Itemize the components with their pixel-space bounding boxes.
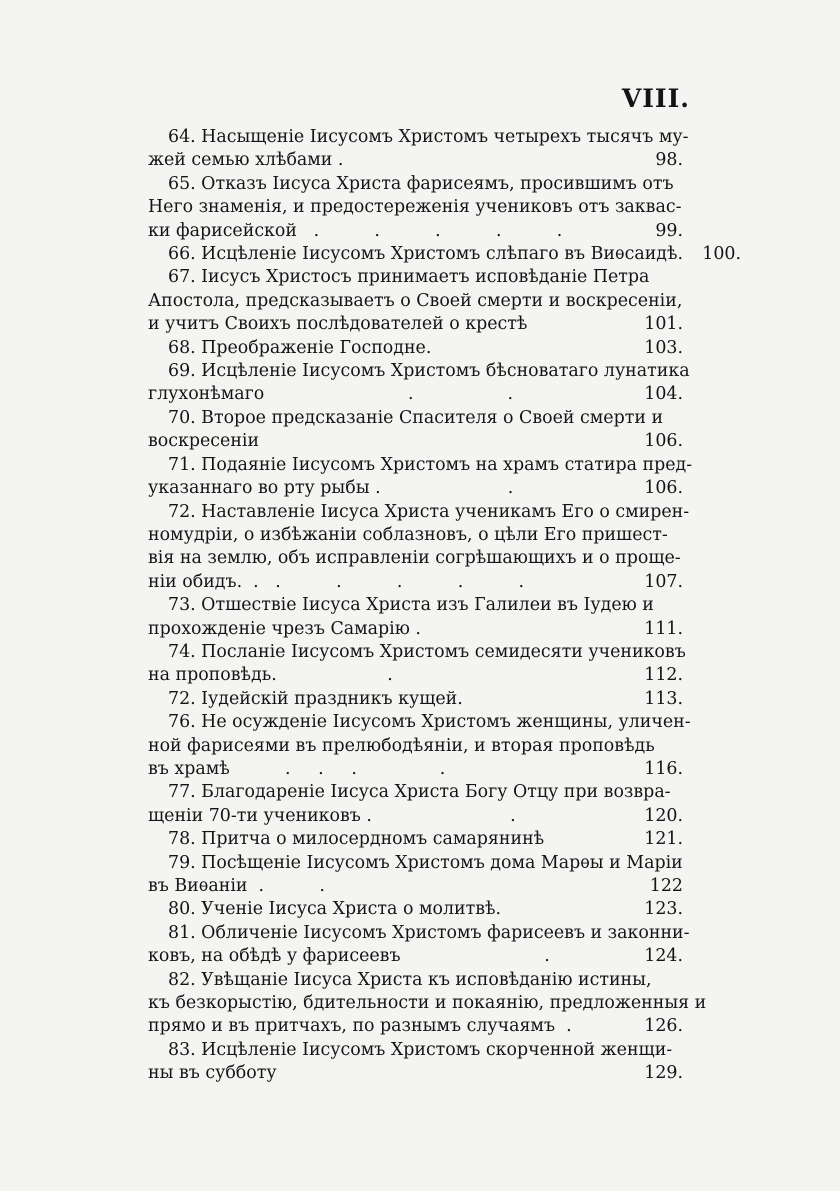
- toc-entry-text: 66. Исцѣленіе Іисусомъ Христомъ слѣпаго въ Виѳсаидѣ.: [168, 244, 684, 265]
- toc-entry-line: [148, 898, 683, 921]
- toc-entry-page: 101.: [644, 314, 683, 335]
- toc-entry-page: 100.: [702, 244, 742, 265]
- toc-entry-line: [148, 969, 683, 992]
- toc-entry-text: Апостола, предсказываетъ о Своей смерти и воскресеніи,: [148, 290, 683, 311]
- toc-entry-page: 121.: [644, 829, 683, 850]
- toc-entry-line: [148, 594, 683, 617]
- toc-entry-text: жей семью хлѣбами .: [148, 150, 344, 171]
- toc-entry-line: [148, 1039, 683, 1062]
- toc-entry-text: щеніи 70-ти учениковъ . .: [148, 805, 516, 826]
- toc-entry: [148, 501, 690, 595]
- toc-entry-text: 80. Ученіе Іисуса Христа о молитвѣ.: [168, 899, 502, 920]
- toc-entry-page: 122: [649, 876, 683, 896]
- toc-entry: [148, 969, 707, 1039]
- toc-entry-line: [148, 618, 683, 641]
- toc-entry-page: 120.: [644, 805, 683, 826]
- toc-entry-page: 113.: [644, 688, 683, 709]
- toc-entry-line: [148, 501, 690, 524]
- toc-entry-page: 107.: [644, 571, 683, 592]
- toc-entry-line: [148, 220, 683, 243]
- toc-entry-text: 81. Обличеніе Іисусомъ Христомъ фарисеевъ и законни-: [168, 922, 690, 943]
- toc-entry-text: вія на землю, объ исправленіи согрѣшающихъ и о проще-: [148, 548, 681, 569]
- toc-entry-text: 67. Іисусъ Христосъ принимаетъ исповѣданіе Петра: [168, 267, 650, 288]
- toc-entry-text: Него знаменія, и предостереженія учениковъ отъ заквас-: [148, 197, 682, 218]
- toc-entry-line: [148, 1062, 683, 1085]
- toc-entry-line: [148, 781, 683, 804]
- toc-entry-line: [148, 735, 683, 758]
- toc-entry-line: [148, 126, 689, 149]
- toc-entry: [148, 852, 683, 899]
- toc-entry-text: 76. Не осужденіе Іисусомъ Христомъ женщины, уличен-: [168, 712, 691, 733]
- toc-entry-line: [148, 266, 683, 289]
- toc-entry-text: 79. Посѣщеніе Іисусомъ Христомъ дома Марѳы и Маріи: [168, 852, 683, 873]
- toc-entry-page: 98.: [655, 150, 683, 171]
- toc-entry-line: [148, 337, 683, 360]
- toc-entry: [148, 828, 683, 851]
- toc-entry-text: указаннаго во рту рыбы . .: [148, 478, 514, 499]
- toc-entry-line: [148, 758, 683, 781]
- toc-entry-text: прямо и въ притчахъ, по разнымъ случаямъ .: [148, 1016, 572, 1037]
- toc-entry-text: ніи обидъ. . . . . . .: [148, 571, 525, 592]
- toc-entry-line: [148, 571, 683, 594]
- toc-entry: [148, 266, 683, 336]
- toc-entry: [148, 126, 689, 173]
- toc-entry-page: 126.: [644, 1016, 683, 1037]
- toc-entry-text: въ Виѳаніи . .: [148, 876, 325, 896]
- toc-entry-text: ной фарисеями въ прелюбодѣяніи, и вторая проповѣдь: [148, 735, 655, 756]
- toc-entry-page: 123.: [644, 899, 683, 920]
- toc-entry-text: ковъ, на обѣдѣ у фарисеевъ .: [148, 946, 550, 967]
- toc-entry-line: [148, 149, 683, 172]
- toc-entry-line: [148, 173, 683, 196]
- toc-entry-line: [148, 547, 683, 570]
- toc-entry-line: [148, 852, 683, 875]
- toc-entry-text: прохожденіе чрезъ Самарію .: [148, 618, 421, 639]
- toc-entry: [148, 594, 683, 641]
- toc-entry: [148, 407, 683, 454]
- toc-entry-text: 64. Насыщеніе Іисусомъ Христомъ четырехъ тысячъ му-: [168, 127, 689, 147]
- toc-entry: [148, 1039, 683, 1086]
- toc-entry-page: 129.: [644, 1063, 683, 1084]
- toc-entry-page: 104.: [644, 384, 683, 405]
- toc-entry-text: номудріи, о избѣжаніи соблазновъ, о цѣли Его пришест-: [148, 524, 668, 545]
- toc-entry-text: ки фарисейской . . . . .: [148, 220, 563, 241]
- toc-entry-text: 70. Второе предсказаніе Спасителя о Своей смерти и: [168, 407, 664, 428]
- toc-entry-line: [148, 875, 683, 898]
- toc-entry-text: 71. Подаяніе Іисусомъ Христомъ на храмъ статира пред-: [168, 454, 693, 475]
- toc-entry-page: 99.: [655, 220, 683, 241]
- toc-entry-text: 72. Наставленіе Іисуса Христа ученикамъ Его о смирен-: [168, 501, 690, 522]
- toc-entry-text: и учитъ Своихъ послѣдователей о крестѣ: [148, 314, 528, 335]
- toc-entry-text: 83. Исцѣленіе Іисусомъ Христомъ скорченной женщи-: [168, 1039, 673, 1060]
- toc-entry-text: 82. Увѣщаніе Іисуса Христа къ исповѣданію истины,: [168, 969, 652, 990]
- toc-entry-text: 69. Исцѣленіе Іисусомъ Христомъ бѣсноватаго лунатика: [168, 361, 690, 382]
- toc-entry-page: 106.: [644, 478, 683, 499]
- toc-entry-text: глухонѣмаго . .: [148, 384, 513, 405]
- toc-entry-line: [148, 641, 686, 664]
- toc-entry-line: [148, 383, 683, 406]
- toc-entry-line: [148, 945, 683, 968]
- toc-entry-line: [148, 805, 683, 828]
- toc-entry-line: [148, 407, 683, 430]
- toc-entry-line: [148, 196, 683, 219]
- toc-entry-line: [148, 992, 707, 1015]
- toc-entry: [148, 173, 683, 243]
- toc-entry-text: 74. Посланіе Іисусомъ Христомъ семидесяти учениковъ: [168, 641, 686, 662]
- toc-entry-page: 103.: [644, 337, 683, 358]
- toc-entry-text: къ безкорыстію, бдительности и покаянію, предложенныя и: [148, 993, 707, 1014]
- page-number: VIII.: [621, 84, 690, 113]
- toc-entry-line: [148, 313, 683, 336]
- toc-entry-page: 106.: [644, 431, 683, 452]
- toc-entry-line: [148, 711, 691, 734]
- toc-entry-line: [148, 524, 683, 547]
- toc-entry-text: воскресеніи: [148, 431, 260, 452]
- toc-entry-text: 78. Притча о милосердномъ самарянинѣ: [168, 829, 545, 850]
- toc-entry-line: [148, 1015, 683, 1038]
- toc-entry-text: ны въ субботу: [148, 1063, 277, 1084]
- toc-entry: [148, 781, 683, 828]
- toc-entry-line: [148, 360, 690, 383]
- toc-entry-line: [148, 243, 742, 266]
- toc-entry: [148, 688, 683, 711]
- toc-entry-line: [148, 922, 690, 945]
- toc-entry: [148, 711, 691, 781]
- toc-entry-line: [148, 828, 683, 851]
- toc-entry-page: 111.: [644, 618, 683, 639]
- toc-entry-text: въ храмѣ . . . .: [148, 758, 446, 779]
- toc-entry-line: [148, 688, 683, 711]
- toc-entry: [148, 360, 690, 407]
- toc-entry-line: [148, 664, 683, 687]
- toc-entry-text: 73. Отшествіе Іисуса Христа изъ Галилеи въ Іудею и: [168, 595, 654, 616]
- toc-entry: [148, 454, 693, 501]
- toc-entry-text: на проповѣдь. .: [148, 665, 393, 686]
- toc-entry-text: 65. Отказъ Іисуса Христа фарисеямъ, просившимъ отъ: [168, 173, 674, 194]
- toc-entry-page: 116.: [644, 758, 683, 779]
- toc-entry: [148, 337, 683, 360]
- toc-entry-text: 72. Іудейскій праздникъ кущей.: [168, 688, 463, 709]
- toc-entry-page: 112.: [644, 665, 683, 686]
- toc-entry-line: [148, 477, 683, 500]
- toc-entry: [148, 922, 690, 969]
- toc-entry-line: [148, 290, 683, 313]
- table-of-contents: [148, 126, 742, 1086]
- toc-entry: [148, 243, 742, 266]
- toc-entry-page: 124.: [644, 946, 683, 967]
- toc-entry-line: [148, 430, 683, 453]
- toc-entry-line: [148, 454, 693, 477]
- toc-entry: [148, 898, 683, 921]
- toc-entry-text: 68. Преображеніе Господне.: [168, 337, 432, 358]
- toc-entry-text: 77. Благодареніе Іисуса Христа Богу Отцу при возвра-: [168, 782, 671, 803]
- toc-entry: [148, 641, 686, 688]
